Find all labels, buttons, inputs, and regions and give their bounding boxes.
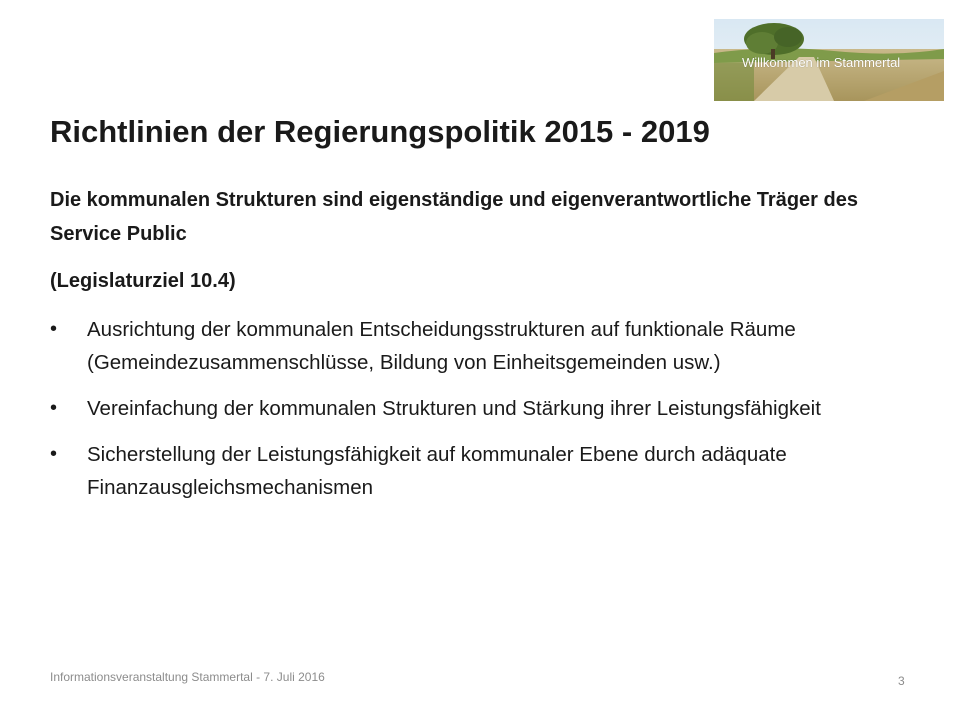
list-item-text: Ausrichtung der kommunalen Entscheidungsstrukturen auf funktionale Räume (Gemeindezusammenschlüsse, Bildung von Einheitsgemeinden usw.)	[87, 318, 796, 374]
bullet-list	[50, 313, 890, 517]
header-image	[714, 19, 944, 101]
bullet-icon: •	[50, 397, 58, 419]
bullet-icon: •	[50, 318, 58, 340]
list-item-text: Vereinfachung der kommunalen Strukturen und Stärkung ihrer Leistungsfähigkeit	[87, 397, 821, 420]
page-number: 3	[898, 674, 905, 688]
legislature-goal-note: (Legislaturziel 10.4)	[50, 270, 236, 292]
list-item	[50, 438, 890, 504]
slide-title: Richtlinien der Regierungspolitik 2015 - 2019	[50, 114, 710, 149]
slide-subtitle: Die kommunalen Strukturen sind eigenständige und eigenverantwortliche Träger des Service Public	[50, 189, 858, 245]
list-item-text: Sicherstellung der Leistungsfähigkeit auf kommunaler Ebene durch adäquate Finanzausgleichsmechanismen	[87, 443, 787, 499]
footer-text: Informationsveranstaltung Stammertal - 7. Juli 2016	[50, 670, 325, 684]
bullet-icon: •	[50, 443, 58, 465]
list-item	[50, 313, 890, 379]
list-item	[50, 392, 890, 425]
header-image-caption: Willkommen im Stammertal	[742, 55, 901, 70]
